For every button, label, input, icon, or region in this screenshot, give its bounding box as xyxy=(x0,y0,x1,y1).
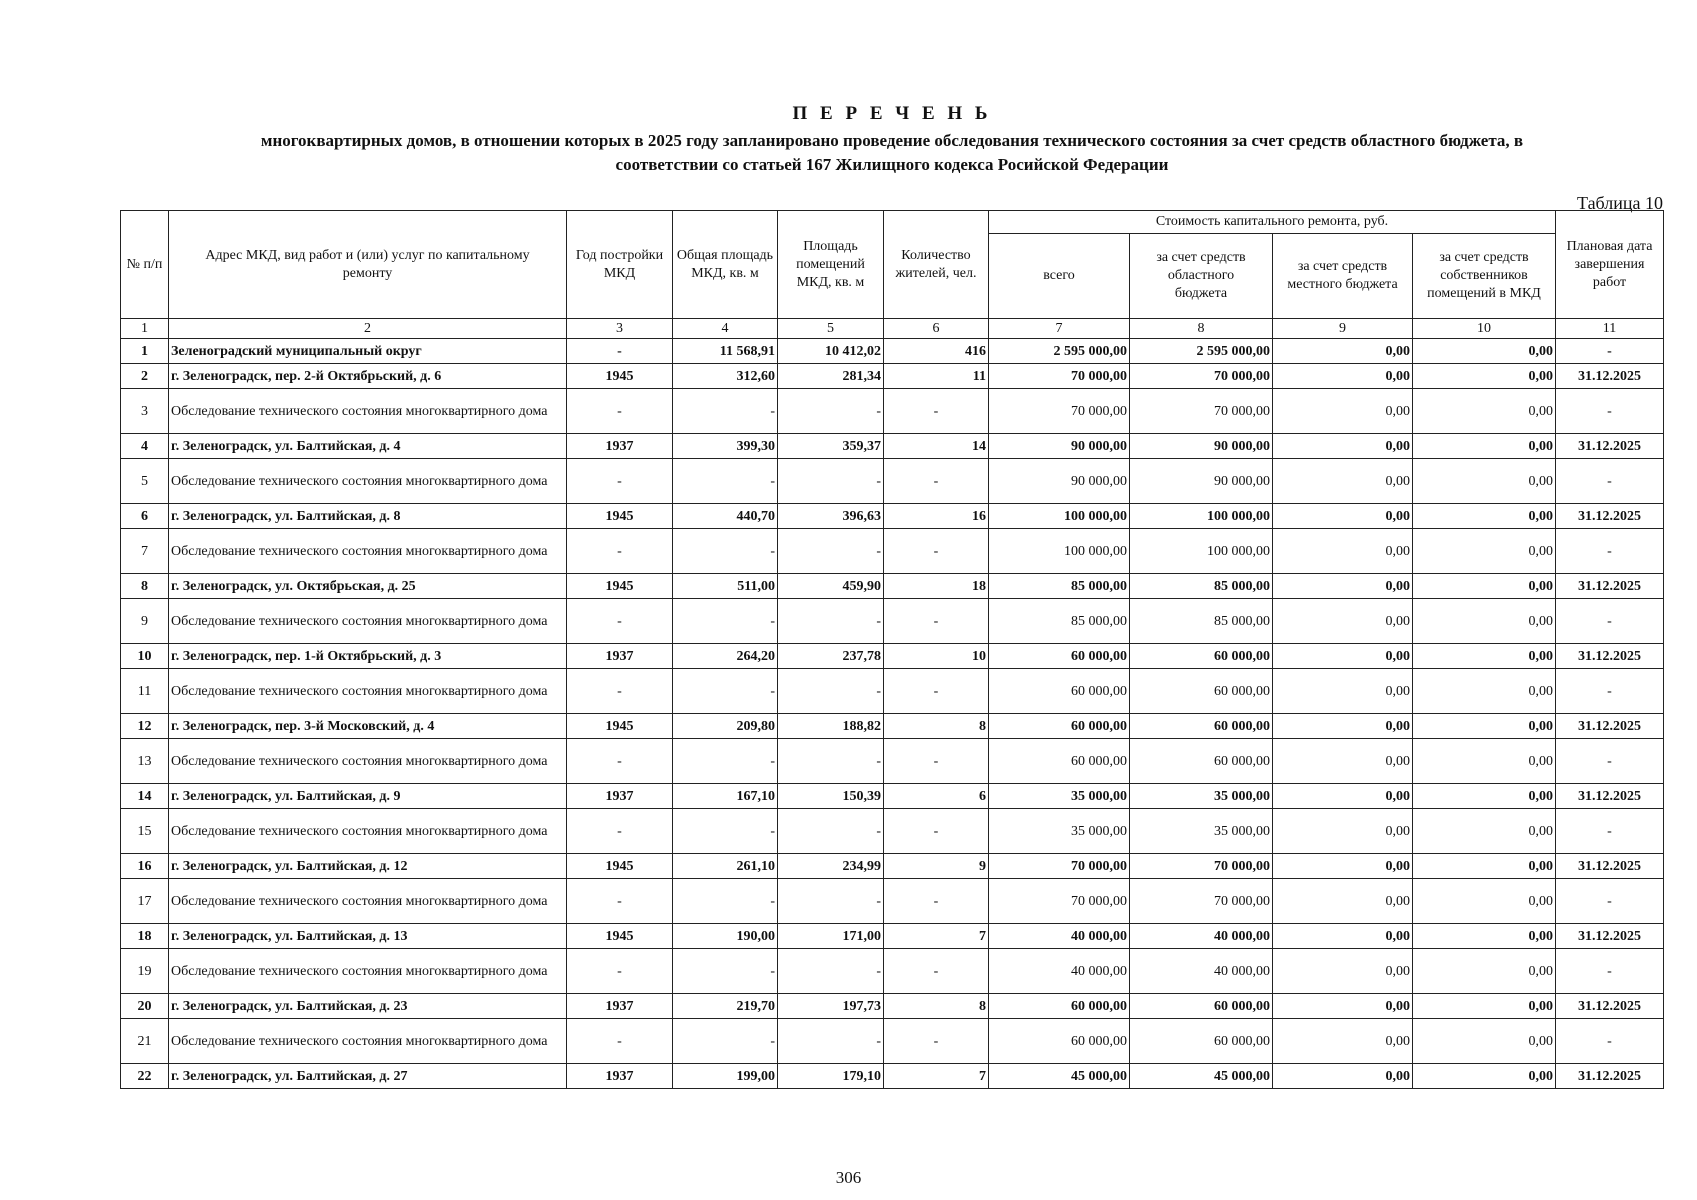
cell-cost-total: 60 000,00 xyxy=(989,714,1130,739)
cell-area-total: 440,70 xyxy=(673,504,778,529)
cell-cost-owners: 0,00 xyxy=(1413,994,1556,1019)
cell-num: 3 xyxy=(121,389,169,434)
cell-address: г. Зеленоградск, ул. Октябрьская, д. 25 xyxy=(169,574,567,599)
cell-cost-total: 70 000,00 xyxy=(989,389,1130,434)
cell-year: 1945 xyxy=(567,504,673,529)
cell-cost-owners: 0,00 xyxy=(1413,809,1556,854)
cell-num: 13 xyxy=(121,739,169,784)
cell-cost-total: 40 000,00 xyxy=(989,924,1130,949)
cell-end-date: - xyxy=(1556,529,1664,574)
cell-num: 18 xyxy=(121,924,169,949)
cell-area-rooms: 10 412,02 xyxy=(778,339,884,364)
cell-num: 7 xyxy=(121,529,169,574)
cell-cost-total: 60 000,00 xyxy=(989,994,1130,1019)
cell-cost-owners: 0,00 xyxy=(1413,879,1556,924)
column-number: 5 xyxy=(778,319,884,339)
cell-cost-regional: 60 000,00 xyxy=(1130,644,1273,669)
cell-residents: - xyxy=(884,669,989,714)
header-cost-group: Стоимость капитального ремонта, руб. xyxy=(989,211,1556,234)
cell-cost-regional: 85 000,00 xyxy=(1130,574,1273,599)
cell-end-date: 31.12.2025 xyxy=(1556,784,1664,809)
cell-cost-owners: 0,00 xyxy=(1413,669,1556,714)
header-area-rooms: Площадь помещений МКД, кв. м xyxy=(778,211,884,319)
header-year: Год постройки МКД xyxy=(567,211,673,319)
header-cost-regional: за счет средств областного бюджета xyxy=(1130,234,1273,319)
cell-end-date: - xyxy=(1556,739,1664,784)
cell-num: 20 xyxy=(121,994,169,1019)
cell-area-total: 199,00 xyxy=(673,1064,778,1089)
table-row xyxy=(121,1019,1664,1064)
cell-cost-regional: 60 000,00 xyxy=(1130,739,1273,784)
cell-cost-owners: 0,00 xyxy=(1413,714,1556,739)
cell-cost-owners: 0,00 xyxy=(1413,1019,1556,1064)
cell-num: 10 xyxy=(121,644,169,669)
cell-area-rooms: 150,39 xyxy=(778,784,884,809)
cell-cost-owners: 0,00 xyxy=(1413,434,1556,459)
cell-area-total: - xyxy=(673,1019,778,1064)
cell-cost-local: 0,00 xyxy=(1273,714,1413,739)
header-cost-local: за счет средств местного бюджета xyxy=(1273,234,1413,319)
cell-cost-local: 0,00 xyxy=(1273,529,1413,574)
cell-cost-local: 0,00 xyxy=(1273,339,1413,364)
cell-residents: - xyxy=(884,389,989,434)
column-number: 4 xyxy=(673,319,778,339)
cell-end-date: - xyxy=(1556,1019,1664,1064)
cell-residents: 8 xyxy=(884,994,989,1019)
cell-residents: 6 xyxy=(884,784,989,809)
cell-area-total: 264,20 xyxy=(673,644,778,669)
cell-cost-local: 0,00 xyxy=(1273,1064,1413,1089)
cell-cost-total: 100 000,00 xyxy=(989,529,1130,574)
cell-area-total: - xyxy=(673,949,778,994)
cell-cost-regional: 45 000,00 xyxy=(1130,1064,1273,1089)
cell-cost-local: 0,00 xyxy=(1273,644,1413,669)
cell-year: - xyxy=(567,949,673,994)
cell-address: Зеленоградский муниципальный округ xyxy=(169,339,567,364)
cell-residents: 416 xyxy=(884,339,989,364)
cell-end-date: 31.12.2025 xyxy=(1556,1064,1664,1089)
cell-cost-regional: 70 000,00 xyxy=(1130,389,1273,434)
table-row xyxy=(121,434,1664,459)
cell-num: 6 xyxy=(121,504,169,529)
cell-cost-owners: 0,00 xyxy=(1413,574,1556,599)
cell-num: 5 xyxy=(121,459,169,504)
cell-cost-local: 0,00 xyxy=(1273,364,1413,389)
cell-residents: - xyxy=(884,739,989,784)
column-number: 1 xyxy=(121,319,169,339)
cell-cost-regional: 35 000,00 xyxy=(1130,784,1273,809)
column-number: 2 xyxy=(169,319,567,339)
cell-residents: - xyxy=(884,949,989,994)
cell-address: г. Зеленоградск, пер. 3-й Московский, д. 4 xyxy=(169,714,567,739)
header-cost-owners: за счет средств собственников помещений в МКД xyxy=(1413,234,1556,319)
cell-area-total: - xyxy=(673,739,778,784)
cell-cost-local: 0,00 xyxy=(1273,879,1413,924)
cell-year: - xyxy=(567,389,673,434)
cell-area-rooms: - xyxy=(778,529,884,574)
cell-cost-total: 45 000,00 xyxy=(989,1064,1130,1089)
table-row xyxy=(121,339,1664,364)
table-row xyxy=(121,714,1664,739)
cell-area-total: 167,10 xyxy=(673,784,778,809)
cell-address: Обследование технического состояния многоквартирного дома xyxy=(169,389,567,434)
page-number: 306 xyxy=(835,1168,862,1187)
cell-end-date: 31.12.2025 xyxy=(1556,644,1664,669)
cell-cost-regional: 40 000,00 xyxy=(1130,924,1273,949)
cell-cost-regional: 35 000,00 xyxy=(1130,809,1273,854)
cell-cost-total: 60 000,00 xyxy=(989,669,1130,714)
cell-cost-regional: 90 000,00 xyxy=(1130,434,1273,459)
buildings-table xyxy=(120,210,1664,1089)
cell-cost-total: 2 595 000,00 xyxy=(989,339,1130,364)
cell-cost-local: 0,00 xyxy=(1273,854,1413,879)
cell-end-date: - xyxy=(1556,879,1664,924)
cell-area-rooms: 281,34 xyxy=(778,364,884,389)
cell-cost-local: 0,00 xyxy=(1273,809,1413,854)
table-row xyxy=(121,364,1664,389)
cell-year: 1937 xyxy=(567,434,673,459)
table-row xyxy=(121,529,1664,574)
cell-cost-total: 70 000,00 xyxy=(989,854,1130,879)
cell-residents: 18 xyxy=(884,574,989,599)
cell-num: 16 xyxy=(121,854,169,879)
cell-cost-total: 90 000,00 xyxy=(989,434,1130,459)
cell-end-date: - xyxy=(1556,339,1664,364)
cell-area-rooms: - xyxy=(778,389,884,434)
cell-area-total: - xyxy=(673,599,778,644)
cell-year: - xyxy=(567,529,673,574)
cell-area-total: - xyxy=(673,389,778,434)
cell-address: г. Зеленоградск, пер. 1-й Октябрьский, д. 3 xyxy=(169,644,567,669)
table-row xyxy=(121,389,1664,434)
cell-residents: 14 xyxy=(884,434,989,459)
cell-end-date: - xyxy=(1556,459,1664,504)
cell-address: Обследование технического состояния многоквартирного дома xyxy=(169,529,567,574)
cell-end-date: - xyxy=(1556,389,1664,434)
cell-area-rooms: - xyxy=(778,809,884,854)
cell-num: 17 xyxy=(121,879,169,924)
cell-cost-regional: 70 000,00 xyxy=(1130,879,1273,924)
table-row xyxy=(121,994,1664,1019)
document-subtitle-line-1: многоквартирных домов, в отношении которых в 2025 году запланировано проведение обследования технического состояния за счет средств областного бюджета, в xyxy=(260,131,1524,150)
cell-residents: - xyxy=(884,529,989,574)
cell-end-date: 31.12.2025 xyxy=(1556,364,1664,389)
table-row xyxy=(121,599,1664,644)
cell-address: г. Зеленоградск, ул. Балтийская, д. 9 xyxy=(169,784,567,809)
cell-cost-total: 35 000,00 xyxy=(989,809,1130,854)
cell-area-rooms: 237,78 xyxy=(778,644,884,669)
cell-address: Обследование технического состояния многоквартирного дома xyxy=(169,1019,567,1064)
cell-num: 4 xyxy=(121,434,169,459)
cell-residents: 10 xyxy=(884,644,989,669)
cell-cost-local: 0,00 xyxy=(1273,994,1413,1019)
cell-num: 22 xyxy=(121,1064,169,1089)
cell-area-total: 11 568,91 xyxy=(673,339,778,364)
header-num: № п/п xyxy=(121,211,169,319)
cell-cost-total: 85 000,00 xyxy=(989,599,1130,644)
cell-cost-local: 0,00 xyxy=(1273,1019,1413,1064)
column-number: 11 xyxy=(1556,319,1664,339)
cell-area-total: - xyxy=(673,879,778,924)
cell-year: 1945 xyxy=(567,574,673,599)
cell-address: г. Зеленоградск, ул. Балтийская, д. 13 xyxy=(169,924,567,949)
cell-end-date: 31.12.2025 xyxy=(1556,434,1664,459)
cell-address: г. Зеленоградск, пер. 2-й Октябрьский, д. 6 xyxy=(169,364,567,389)
cell-year: 1945 xyxy=(567,854,673,879)
cell-cost-regional: 40 000,00 xyxy=(1130,949,1273,994)
cell-num: 2 xyxy=(121,364,169,389)
cell-residents: - xyxy=(884,809,989,854)
cell-area-rooms: - xyxy=(778,739,884,784)
cell-cost-regional: 90 000,00 xyxy=(1130,459,1273,504)
cell-address: Обследование технического состояния многоквартирного дома xyxy=(169,879,567,924)
cell-cost-local: 0,00 xyxy=(1273,599,1413,644)
cell-end-date: - xyxy=(1556,809,1664,854)
cell-cost-owners: 0,00 xyxy=(1413,504,1556,529)
cell-cost-local: 0,00 xyxy=(1273,389,1413,434)
cell-area-total: 511,00 xyxy=(673,574,778,599)
cell-cost-regional: 60 000,00 xyxy=(1130,714,1273,739)
cell-cost-owners: 0,00 xyxy=(1413,739,1556,784)
table-row xyxy=(121,574,1664,599)
cell-address: Обследование технического состояния многоквартирного дома xyxy=(169,669,567,714)
cell-cost-local: 0,00 xyxy=(1273,434,1413,459)
cell-cost-owners: 0,00 xyxy=(1413,1064,1556,1089)
cell-cost-owners: 0,00 xyxy=(1413,364,1556,389)
cell-year: 1945 xyxy=(567,714,673,739)
cell-num: 12 xyxy=(121,714,169,739)
header-row-1 xyxy=(121,211,1664,234)
cell-area-rooms: 359,37 xyxy=(778,434,884,459)
cell-year: - xyxy=(567,459,673,504)
cell-address: Обследование технического состояния многоквартирного дома xyxy=(169,739,567,784)
cell-cost-total: 100 000,00 xyxy=(989,504,1130,529)
table-row xyxy=(121,854,1664,879)
cell-address: Обследование технического состояния многоквартирного дома xyxy=(169,949,567,994)
cell-end-date: 31.12.2025 xyxy=(1556,714,1664,739)
cell-area-rooms: - xyxy=(778,459,884,504)
table-row xyxy=(121,504,1664,529)
cell-residents: 16 xyxy=(884,504,989,529)
cell-cost-total: 60 000,00 xyxy=(989,739,1130,784)
cell-year: 1937 xyxy=(567,994,673,1019)
cell-residents: 11 xyxy=(884,364,989,389)
cell-year: - xyxy=(567,669,673,714)
cell-cost-owners: 0,00 xyxy=(1413,644,1556,669)
cell-cost-regional: 2 595 000,00 xyxy=(1130,339,1273,364)
cell-area-rooms: 171,00 xyxy=(778,924,884,949)
cell-cost-owners: 0,00 xyxy=(1413,854,1556,879)
cell-area-total: 190,00 xyxy=(673,924,778,949)
table-row xyxy=(121,809,1664,854)
cell-area-rooms: 234,99 xyxy=(778,854,884,879)
cell-cost-total: 35 000,00 xyxy=(989,784,1130,809)
table-row xyxy=(121,669,1664,714)
cell-cost-local: 0,00 xyxy=(1273,504,1413,529)
cell-end-date: 31.12.2025 xyxy=(1556,994,1664,1019)
cell-year: - xyxy=(567,599,673,644)
cell-residents: 7 xyxy=(884,924,989,949)
table-row xyxy=(121,784,1664,809)
cell-end-date: - xyxy=(1556,949,1664,994)
cell-cost-total: 40 000,00 xyxy=(989,949,1130,994)
cell-cost-local: 0,00 xyxy=(1273,784,1413,809)
header-cost-total: всего xyxy=(989,234,1130,319)
cell-area-total: 312,60 xyxy=(673,364,778,389)
cell-end-date: 31.12.2025 xyxy=(1556,854,1664,879)
column-numbers-row xyxy=(121,319,1664,339)
cell-area-rooms: 188,82 xyxy=(778,714,884,739)
cell-num: 1 xyxy=(121,339,169,364)
cell-cost-regional: 100 000,00 xyxy=(1130,504,1273,529)
cell-end-date: - xyxy=(1556,599,1664,644)
cell-area-total: - xyxy=(673,459,778,504)
cell-cost-owners: 0,00 xyxy=(1413,924,1556,949)
header-area-total: Общая площадь МКД, кв. м xyxy=(673,211,778,319)
cell-cost-local: 0,00 xyxy=(1273,459,1413,504)
cell-address: г. Зеленоградск, ул. Балтийская, д. 4 xyxy=(169,434,567,459)
column-number: 3 xyxy=(567,319,673,339)
cell-residents: - xyxy=(884,1019,989,1064)
cell-end-date: 31.12.2025 xyxy=(1556,574,1664,599)
cell-cost-regional: 60 000,00 xyxy=(1130,1019,1273,1064)
cell-area-rooms: 197,73 xyxy=(778,994,884,1019)
cell-area-rooms: - xyxy=(778,879,884,924)
cell-area-rooms: - xyxy=(778,669,884,714)
cell-cost-owners: 0,00 xyxy=(1413,529,1556,574)
cell-num: 21 xyxy=(121,1019,169,1064)
cell-area-rooms: - xyxy=(778,1019,884,1064)
cell-area-total: - xyxy=(673,669,778,714)
header-end-date: Плановая дата завершения работ xyxy=(1556,211,1664,319)
cell-cost-regional: 60 000,00 xyxy=(1130,669,1273,714)
cell-cost-regional: 70 000,00 xyxy=(1130,854,1273,879)
cell-end-date: - xyxy=(1556,669,1664,714)
cell-year: 1937 xyxy=(567,784,673,809)
table-row xyxy=(121,739,1664,784)
cell-area-total: 399,30 xyxy=(673,434,778,459)
table-row xyxy=(121,459,1664,504)
column-number: 7 xyxy=(989,319,1130,339)
cell-cost-regional: 100 000,00 xyxy=(1130,529,1273,574)
cell-cost-owners: 0,00 xyxy=(1413,599,1556,644)
column-number: 6 xyxy=(884,319,989,339)
cell-area-total: - xyxy=(673,529,778,574)
cell-residents: - xyxy=(884,879,989,924)
table-row xyxy=(121,879,1664,924)
table-row xyxy=(121,1064,1664,1089)
cell-year: 1945 xyxy=(567,364,673,389)
cell-address: г. Зеленоградск, ул. Балтийская, д. 27 xyxy=(169,1064,567,1089)
cell-year: 1937 xyxy=(567,644,673,669)
header-address: Адрес МКД, вид работ и (или) услуг по капитальному ремонту xyxy=(169,211,567,319)
cell-address: Обследование технического состояния многоквартирного дома xyxy=(169,599,567,644)
cell-cost-total: 70 000,00 xyxy=(989,879,1130,924)
cell-address: Обследование технического состояния многоквартирного дома xyxy=(169,809,567,854)
cell-num: 11 xyxy=(121,669,169,714)
cell-address: г. Зеленоградск, ул. Балтийская, д. 8 xyxy=(169,504,567,529)
header-residents: Количество жителей, чел. xyxy=(884,211,989,319)
column-number: 10 xyxy=(1413,319,1556,339)
cell-cost-local: 0,00 xyxy=(1273,739,1413,784)
document-title: П Е Р Е Ч Е Н Ь xyxy=(792,103,992,124)
cell-residents: - xyxy=(884,599,989,644)
cell-end-date: 31.12.2025 xyxy=(1556,504,1664,529)
document-heading xyxy=(120,103,1664,177)
table-body xyxy=(121,339,1664,1089)
cell-cost-local: 0,00 xyxy=(1273,949,1413,994)
cell-cost-total: 85 000,00 xyxy=(989,574,1130,599)
cell-num: 14 xyxy=(121,784,169,809)
cell-year: - xyxy=(567,739,673,784)
cell-cost-owners: 0,00 xyxy=(1413,784,1556,809)
cell-area-rooms: - xyxy=(778,949,884,994)
cell-residents: 8 xyxy=(884,714,989,739)
cell-area-total: 261,10 xyxy=(673,854,778,879)
cell-num: 15 xyxy=(121,809,169,854)
cell-year: 1945 xyxy=(567,924,673,949)
cell-cost-owners: 0,00 xyxy=(1413,949,1556,994)
cell-area-rooms: 396,63 xyxy=(778,504,884,529)
table-row xyxy=(121,644,1664,669)
cell-num: 19 xyxy=(121,949,169,994)
document-subtitle-line-2: соответствии со статьей 167 Жилищного кодекса Росийской Федерации xyxy=(615,155,1169,174)
table-header xyxy=(121,211,1664,339)
cell-cost-total: 60 000,00 xyxy=(989,644,1130,669)
cell-num: 8 xyxy=(121,574,169,599)
cell-cost-regional: 60 000,00 xyxy=(1130,994,1273,1019)
table-caption: Таблица 10 xyxy=(1577,193,1663,213)
cell-cost-total: 70 000,00 xyxy=(989,364,1130,389)
cell-cost-owners: 0,00 xyxy=(1413,339,1556,364)
table-row xyxy=(121,949,1664,994)
cell-year: - xyxy=(567,339,673,364)
cell-area-total: - xyxy=(673,809,778,854)
cell-area-total: 219,70 xyxy=(673,994,778,1019)
cell-end-date: 31.12.2025 xyxy=(1556,924,1664,949)
cell-cost-total: 90 000,00 xyxy=(989,459,1130,504)
cell-address: г. Зеленоградск, ул. Балтийская, д. 12 xyxy=(169,854,567,879)
cell-address: г. Зеленоградск, ул. Балтийская, д. 23 xyxy=(169,994,567,1019)
cell-cost-local: 0,00 xyxy=(1273,574,1413,599)
cell-residents: 9 xyxy=(884,854,989,879)
cell-cost-regional: 70 000,00 xyxy=(1130,364,1273,389)
cell-area-rooms: 459,90 xyxy=(778,574,884,599)
cell-cost-local: 0,00 xyxy=(1273,924,1413,949)
cell-cost-regional: 85 000,00 xyxy=(1130,599,1273,644)
cell-cost-local: 0,00 xyxy=(1273,669,1413,714)
cell-num: 9 xyxy=(121,599,169,644)
cell-year: - xyxy=(567,1019,673,1064)
cell-year: - xyxy=(567,809,673,854)
column-number: 9 xyxy=(1273,319,1413,339)
cell-cost-total: 60 000,00 xyxy=(989,1019,1130,1064)
cell-year: 1937 xyxy=(567,1064,673,1089)
cell-area-rooms: - xyxy=(778,599,884,644)
cell-area-total: 209,80 xyxy=(673,714,778,739)
cell-residents: 7 xyxy=(884,1064,989,1089)
table-row xyxy=(121,924,1664,949)
document-subtitle xyxy=(120,129,1664,177)
column-number: 8 xyxy=(1130,319,1273,339)
cell-year: - xyxy=(567,879,673,924)
cell-address: Обследование технического состояния многоквартирного дома xyxy=(169,459,567,504)
cell-area-rooms: 179,10 xyxy=(778,1064,884,1089)
cell-cost-owners: 0,00 xyxy=(1413,389,1556,434)
cell-residents: - xyxy=(884,459,989,504)
cell-cost-owners: 0,00 xyxy=(1413,459,1556,504)
